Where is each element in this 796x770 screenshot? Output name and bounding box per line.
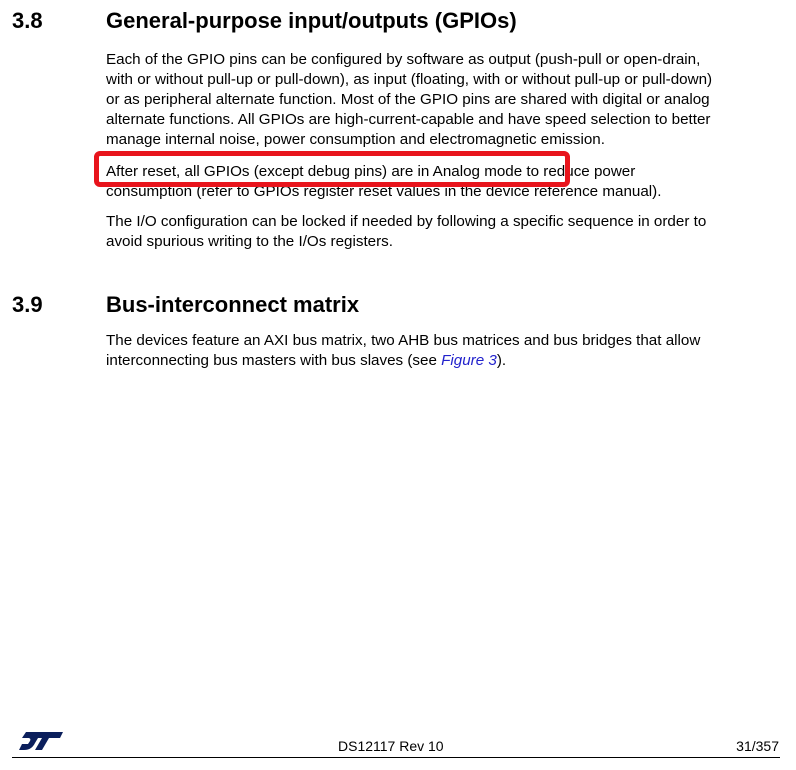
text-line: The devices feature an AXI bus matrix, two AHB bus matrices and bus bridges that allow [106,332,701,349]
gpio-paragraph-1 [106,50,778,150]
text-line: After reset, all GPIOs (except debug pins) are in Analog mode to reduce power [106,163,636,180]
text-line: or as peripheral alternate function. Most of the GPIO pins are shared with digital or analog [106,91,710,108]
text-line: avoid spurious writing to the I/Os registers. [106,233,393,250]
bus-paragraph-1 [106,331,778,371]
highlight-annotation-box [94,151,570,187]
text-line: The I/O configuration can be locked if needed by following a specific sequence in order to [106,213,707,230]
footer-divider [12,757,780,758]
section-number: 3.8 [12,8,43,33]
footer-page-number: 31/357 [736,738,779,754]
text-line: with or without pull-up or pull-down), as input (floating, with or without pull-up or pull-down) [106,71,713,88]
figure-3-link[interactable]: Figure 3 [441,352,497,369]
text-fragment: interconnecting bus masters with bus slaves (see [106,352,442,369]
text-line [106,351,778,371]
section-number: 3.9 [12,292,43,317]
section-title: General-purpose input/outputs (GPIOs) [106,8,517,33]
text-line: manage internal noise, power consumption and electromagnetic emission. [106,131,605,148]
section-title: Bus-interconnect matrix [106,292,360,317]
text-line: Each of the GPIO pins can be configured by software as output (push-pull or open-drain, [106,51,701,68]
text-line: alternate functions. All GPIOs are high-current-capable and have speed selection to better [106,111,711,128]
st-logo-icon [18,731,64,756]
text-line: consumption (refer to GPIOs register reset values in the device reference manual). [106,183,662,200]
text-fragment: ). [496,352,507,369]
gpio-paragraph-3 [106,212,778,252]
footer-doc-id: DS12117 Rev 10 [338,738,444,754]
